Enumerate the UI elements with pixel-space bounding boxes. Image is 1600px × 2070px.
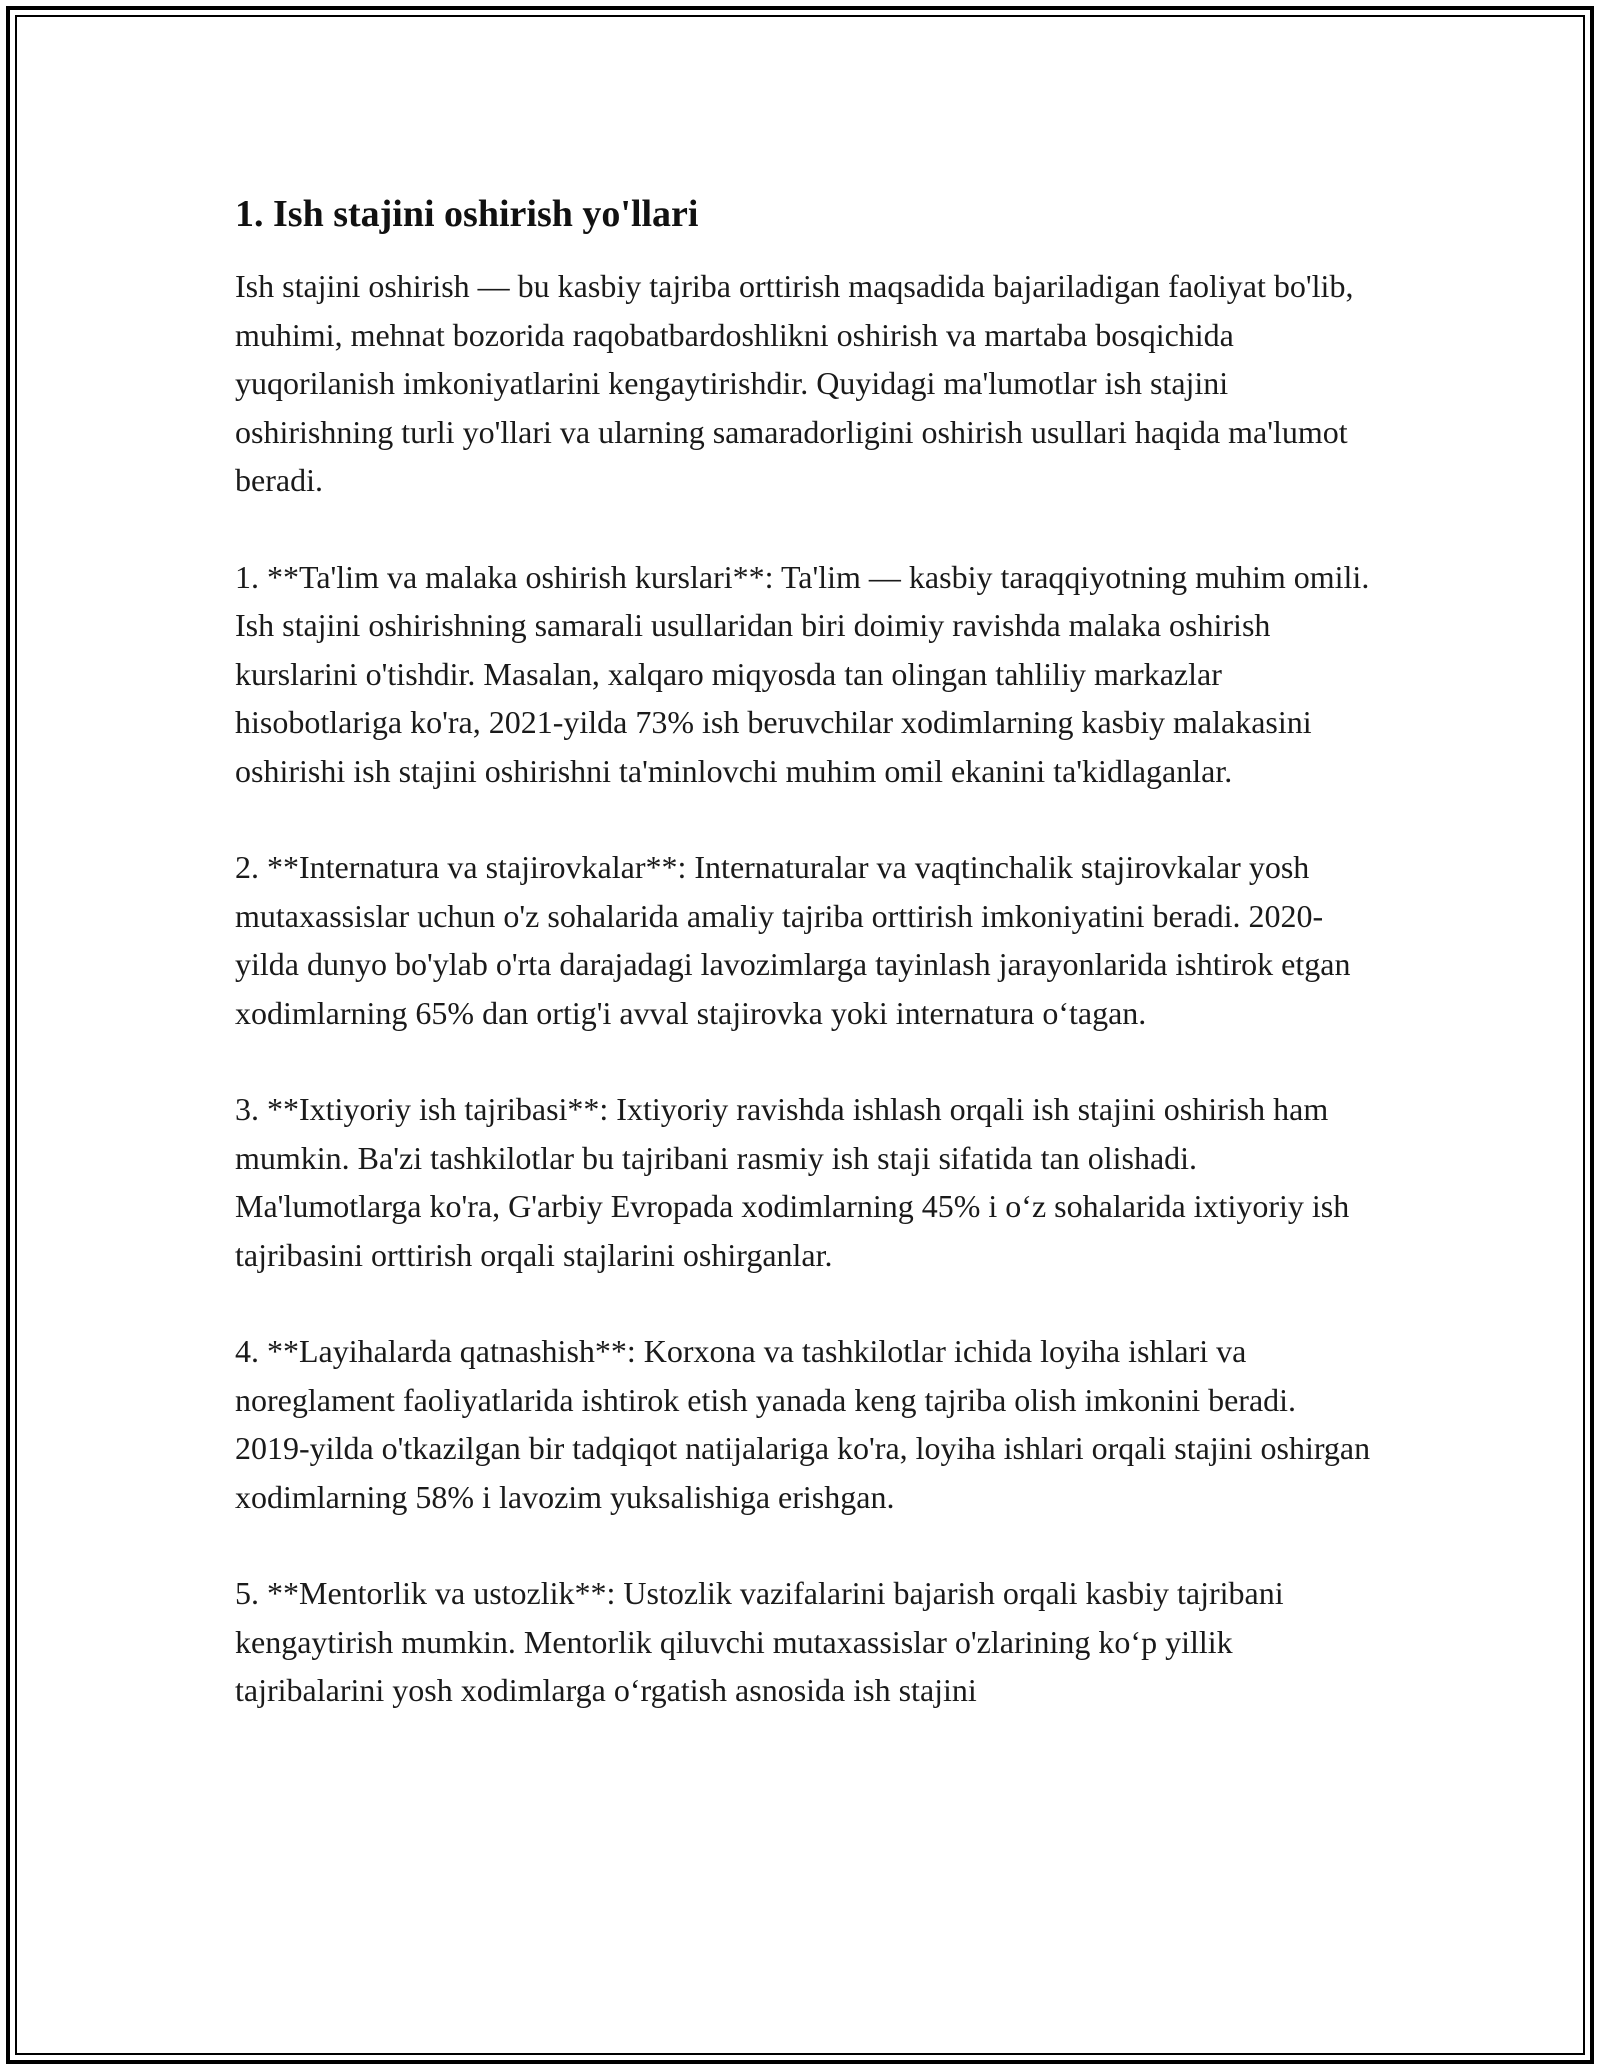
document-title: 1. Ish stajini oshirish yo'llari <box>235 193 699 235</box>
intro-paragraph: Ish stajini oshirish — bu kasbiy tajriba orttirish maqsadida bajariladigan faoliyat bo'lib, muhimi, mehnat bozorida raqobatbardoshlikni oshirish va martaba bosqichida yuqorilanish imkoniyatlarini kengaytirishdir. Quyidagi ma'lumotlar ish stajini oshirishning turli yo'llari va ularning samaradorligini oshirish usullari haqida ma'lumot beradi. <box>235 268 1354 498</box>
paragraph-mentorship: 5. **Mentorlik va ustozlik**: Ustozlik vazifalarini bajarish orqali kasbiy tajribani kengaytirish mumkin. Mentorlik qiluvchi mutaxassislar o'zlarining ko‘p yillik tajribalarini yosh xodimlarga o‘rgatish asnosida ish stajini <box>235 1575 1284 1708</box>
document-body <box>235 188 1375 1763</box>
paragraph-project-participation: 4. **Layihalarda qatnashish**: Korxona va tashkilotlar ichida loyiha ishlari va noreglament faoliyatlarida ishtirok etish yanada keng tajriba olish imkonini beradi. 2019-yilda o'tkazilgan bir tadqiqot natijalariga ko'ra, loyiha ishlari orqali stajini oshirgan xodimlarning 58% i lavozim yuksalishiga erishgan. <box>235 1333 1371 1515</box>
paragraph-education-courses: 1. **Ta'lim va malaka oshirish kurslari**: Ta'lim — kasbiy taraqqiyotning muhim omili. Ish stajini oshirishning samarali usullaridan biri doimiy ravishda malaka oshirish kurslarini o'tishdir. Masalan, xalqaro miqyosda tan olingan tahliliy markazlar hisobotlariga ko'ra, 2021-yilda 73% ish beruvchilar xodimlarning kasbiy malakasini oshirishi ish stajini oshirishni ta'minlovchi muhim omil ekanini ta'kidlaganlar. <box>235 558 1370 789</box>
paragraph-volunteer-experience: 3. **Ixtiyoriy ish tajribasi**: Ixtiyoriy ravishda ishlash orqali ish stajini oshirish ham mumkin. Ba'zi tashkilotlar bu tajribani rasmiy ish staji sifatida tan olishadi. Ma'lumotlarga ko'ra, G'arbiy Evropada xodimlarning 45% i o‘z sohalarida ixtiyoriy ish tajribasini orttirish orqali stajlarini oshirganlar. <box>235 1091 1350 1273</box>
paragraph-internships: 2. **Internatura va stajirovkalar**: Internaturalar va vaqtinchalik stajirovkalar yosh mutaxassislar uchun o'z sohalarida amaliy tajriba orttirish imkoniyatini beradi. 2020-yilda dunyo bo'ylab o'rta darajadagi lavozimlarga tayinlash jarayonlarida ishtirok etgan xodimlarning 65% dan ortig'i avval stajirovka yoki internatura o‘tagan. <box>235 849 1351 1031</box>
